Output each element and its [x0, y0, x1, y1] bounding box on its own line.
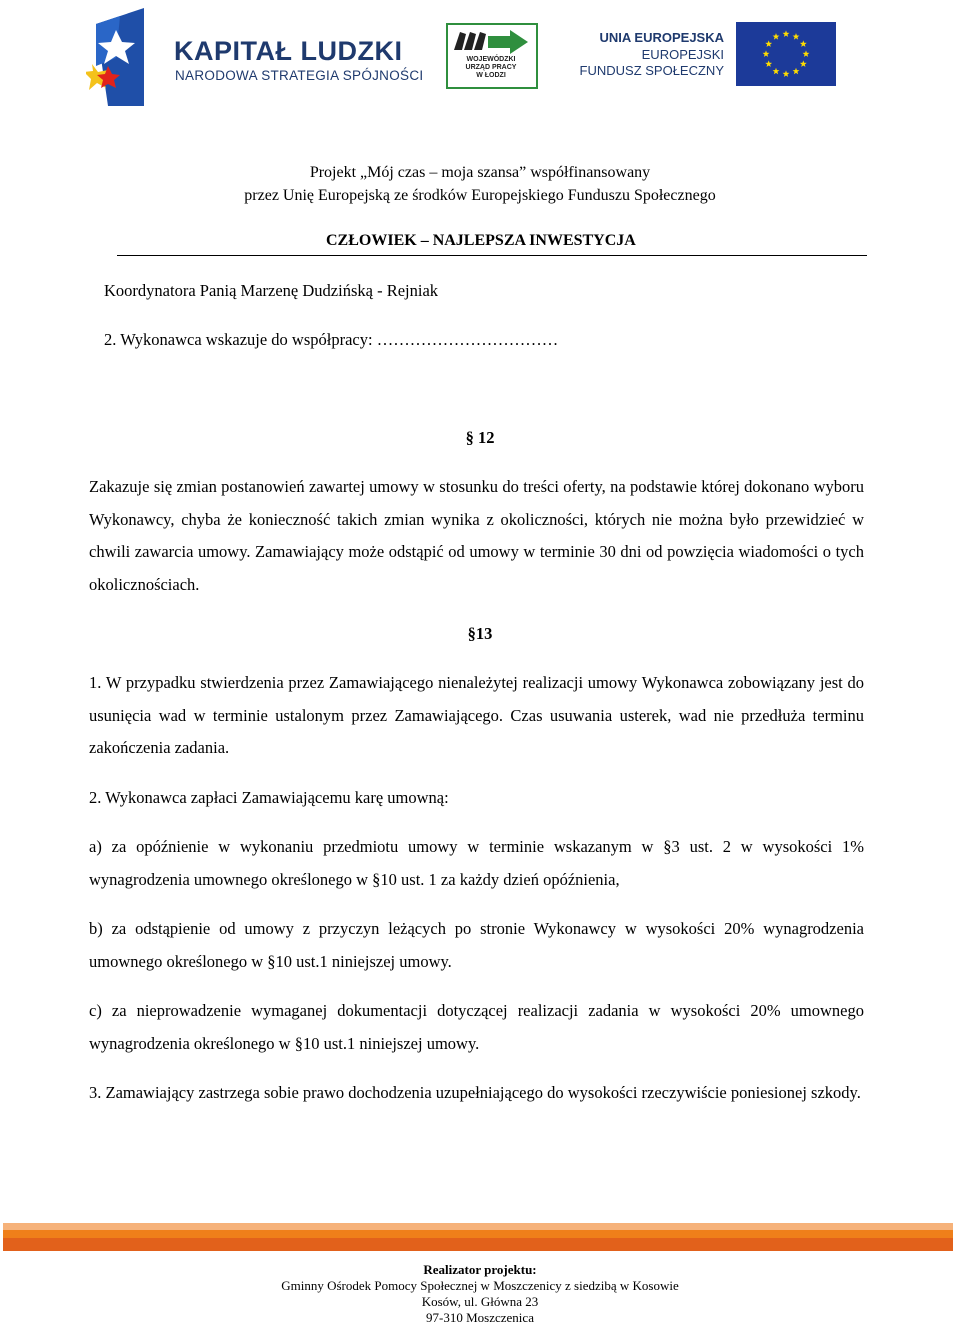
wup-logo-text	[448, 56, 534, 80]
section-13-paragraph-2: 2. Wykonawca zapłaci Zamawiającemu karę umowną:	[89, 788, 449, 807]
footer-line-2: Kosów, ul. Główna 23	[421, 1294, 539, 1309]
project-header-line-1: Projekt „Mój czas – moja szansa” współfinansowany	[309, 164, 651, 181]
eu-logo-line-2: EUROPEJSKI	[641, 47, 724, 62]
item-2-line: 2. Wykonawca wskazuje do współpracy: ……………………………	[104, 330, 559, 349]
eu-logo-line-1: UNIA EUROPEJSKA	[599, 30, 724, 45]
eu-flag-icon	[736, 22, 836, 86]
footer-orange-band	[3, 1223, 953, 1251]
wup-line-2: URZĄD PRACY	[465, 64, 517, 71]
section-13-item-a: a) za opóźnienie w wykonaniu przedmiotu umowy w terminie wskazanym w §3 ust. 2 w wysokości 1% wynagrodzenia umownego określonego w §10 ust. 1 za każdy dzień opóźnienia,	[89, 837, 864, 889]
section-13-item-b: b) za odstąpienie od umowy z przyczyn leżących po stronie Wykonawcy w wysokości 20% wynagrodzenia umownego określonego w §10 ust.1 niniejszej umowy.	[89, 919, 864, 971]
kapital-ludzki-subtitle: NARODOWA STRATEGIA SPÓJNOŚCI	[175, 68, 424, 83]
kapital-ludzki-emblem-icon	[86, 6, 152, 108]
wup-line-3: W ŁODZI	[476, 72, 506, 79]
coordinator-line: Koordynatora Panią Marzenę Dudzińską - Rejniak	[104, 281, 439, 300]
eu-logo-line-3: FUNDUSZ SPOŁECZNY	[579, 63, 724, 78]
logo-strip	[0, 0, 960, 120]
footer-title: Realizator projektu:	[423, 1262, 537, 1277]
kapital-ludzki-title: KAPITAŁ LUDZKI	[174, 36, 403, 66]
footer-line-1: Gminny Ośrodek Pomocy Społecznej w Moszczenicy z siedzibą w Kosowie	[281, 1278, 679, 1293]
section-13-title: §13	[467, 624, 493, 643]
section-12-title: § 12	[465, 428, 495, 447]
section-13-paragraph-1: 1. W przypadku stwierdzenia przez Zamawiającego nienależytej realizacji umowy Wykonawca zobowiązany jest do usunięcia wad w terminie ustalonym przez Zamawiającego. Czas usuwania usterek, wad nie przedłuża terminu zakończenia zadania.	[89, 673, 864, 757]
header-divider	[117, 255, 867, 256]
footer-line-3: 97-310 Moszczenica	[426, 1310, 534, 1325]
section-13-item-c: c) za nieprowadzenie wymaganej dokumentacji dotyczącej realizacji zadania w wysokości 20% umownego wynagrodzenia określonego w §10 ust.1 niniejszej umowy.	[89, 1001, 864, 1053]
wup-arrow-icon	[452, 28, 530, 56]
wup-line-1: WOJEWÓDZKI	[466, 56, 516, 63]
project-header-line-2: przez Unię Europejską ze środków Europejskiego Funduszu Społecznego	[244, 187, 716, 204]
motto: CZŁOWIEK – NAJLEPSZA INWESTYCJA	[326, 232, 636, 249]
section-12-text: Zakazuje się zmian postanowień zawartej umowy w stosunku do treści oferty, na podstawie której dokonano wyboru Wykonawcy, chyba że konieczność takich zmian wynika z okoliczności, których nie można było przewidzieć w chwili zawarcia umowy. Zamawiający może odstąpić od umowy w terminie 30 dni od powzięcia wiadomości o tych okolicznościach.	[89, 477, 864, 594]
section-13-paragraph-3: 3. Zamawiający zastrzega sobie prawo dochodzenia uzupełniającego do wysokości rzeczywiście poniesionej szkody.	[89, 1083, 861, 1102]
